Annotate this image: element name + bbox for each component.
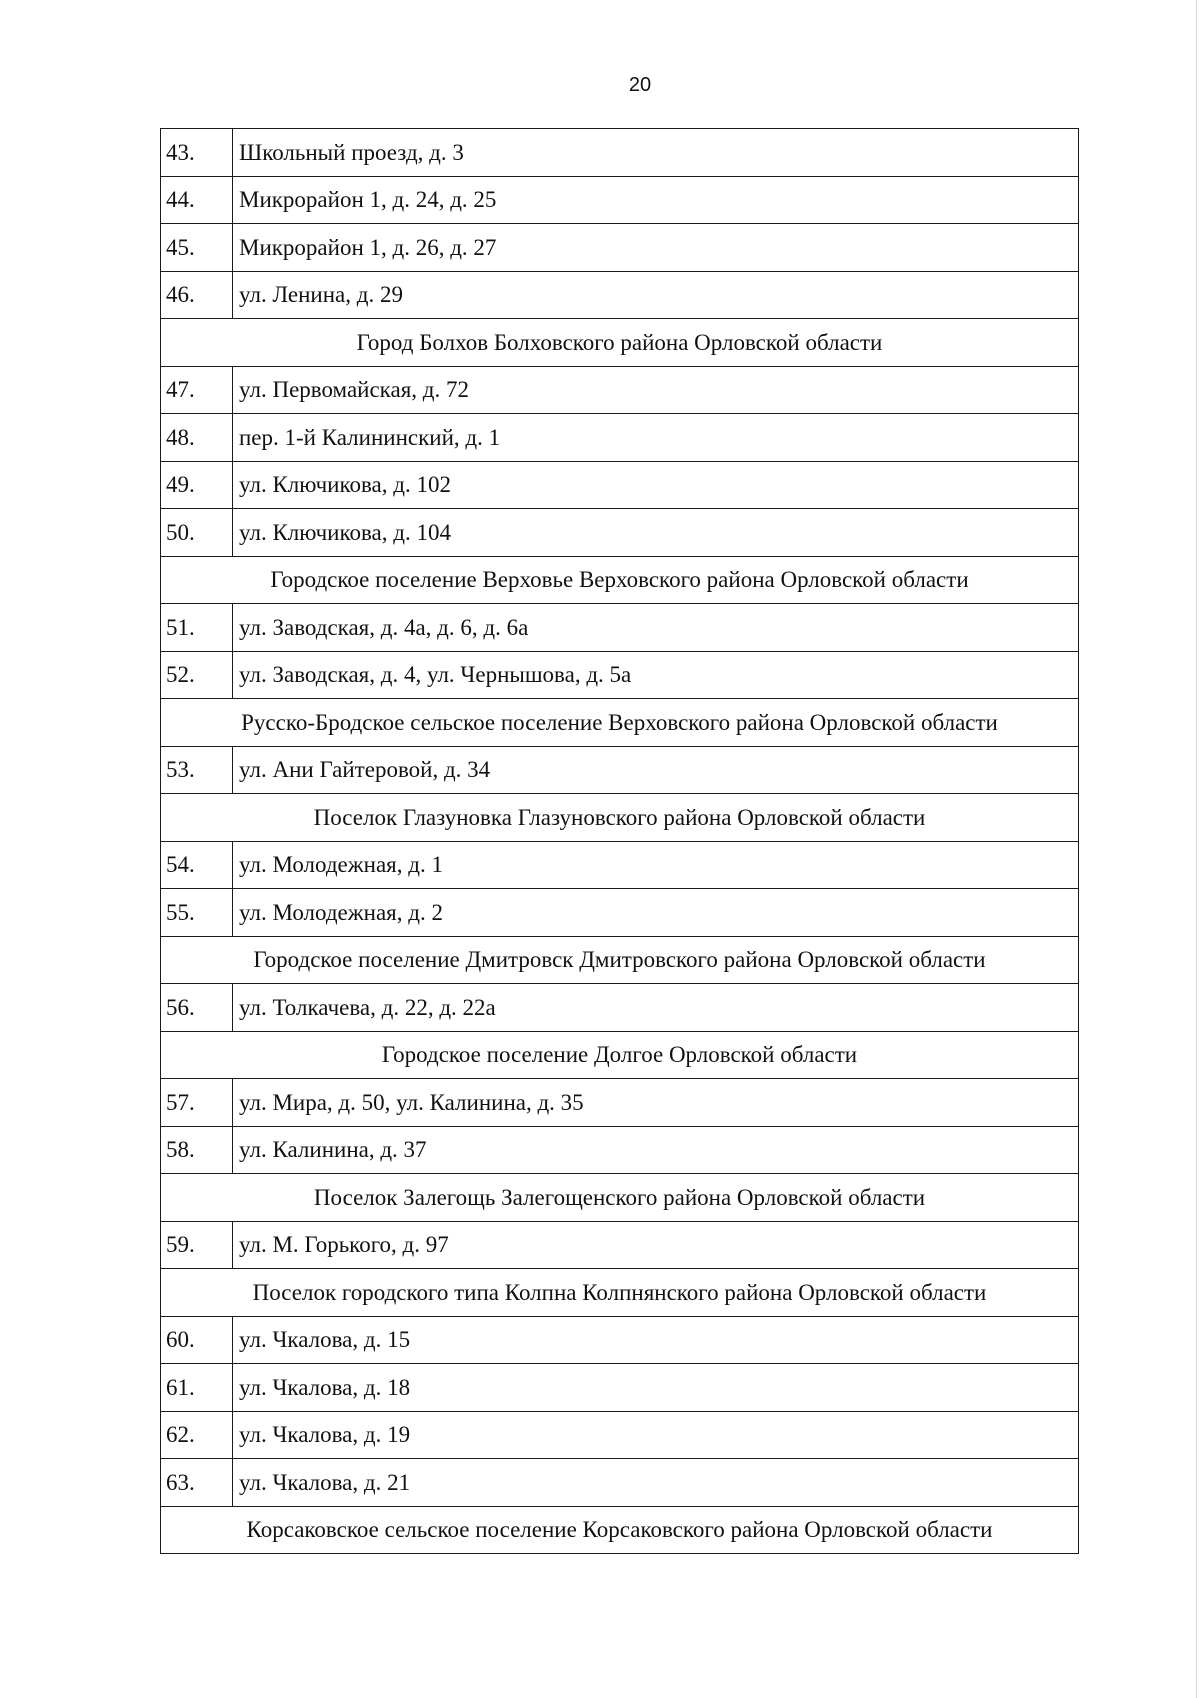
row-number: 62. bbox=[161, 1411, 233, 1459]
table-row bbox=[161, 176, 1079, 224]
row-number: 46. bbox=[161, 271, 233, 319]
table-row bbox=[161, 129, 1079, 177]
address-cell: ул. Калинина, д. 37 bbox=[233, 1126, 1079, 1174]
address-cell: ул. Заводская, д. 4а, д. 6, д. 6а bbox=[233, 604, 1079, 652]
address-cell: пер. 1-й Калининский, д. 1 bbox=[233, 414, 1079, 462]
section-header-row bbox=[161, 936, 1079, 984]
section-title: Городское поселение Долгое Орловской области bbox=[161, 1031, 1079, 1079]
row-number: 53. bbox=[161, 746, 233, 794]
table-row bbox=[161, 1079, 1079, 1127]
row-number: 60. bbox=[161, 1316, 233, 1364]
address-cell: ул. Чкалова, д. 21 bbox=[233, 1459, 1079, 1507]
table-row bbox=[161, 366, 1079, 414]
address-cell: ул. Молодежная, д. 2 bbox=[233, 889, 1079, 937]
table-row bbox=[161, 651, 1079, 699]
section-header-row bbox=[161, 1031, 1079, 1079]
table-row bbox=[161, 1316, 1079, 1364]
address-cell: ул. Ани Гайтеровой, д. 34 bbox=[233, 746, 1079, 794]
row-number: 59. bbox=[161, 1221, 233, 1269]
table-row bbox=[161, 604, 1079, 652]
table-row bbox=[161, 889, 1079, 937]
address-cell: ул. Чкалова, д. 18 bbox=[233, 1364, 1079, 1412]
section-title: Поселок Залегощь Залегощенского района Орловской области bbox=[161, 1174, 1079, 1222]
address-cell: ул. Ключикова, д. 102 bbox=[233, 461, 1079, 509]
row-number: 44. bbox=[161, 176, 233, 224]
section-title: Городское поселение Дмитровск Дмитровского района Орловской области bbox=[161, 936, 1079, 984]
section-title: Поселок Глазуновка Глазуновского района Орловской области bbox=[161, 794, 1079, 842]
address-cell: Микрорайон 1, д. 24, д. 25 bbox=[233, 176, 1079, 224]
row-number: 43. bbox=[161, 129, 233, 177]
table-row bbox=[161, 271, 1079, 319]
section-title: Город Болхов Болховского района Орловской области bbox=[161, 319, 1079, 367]
table-row bbox=[161, 841, 1079, 889]
section-title: Корсаковское сельское поселение Корсаковского района Орловской области bbox=[161, 1506, 1079, 1554]
table-row bbox=[161, 746, 1079, 794]
address-cell: ул. Первомайская, д. 72 bbox=[233, 366, 1079, 414]
address-cell: ул. М. Горького, д. 97 bbox=[233, 1221, 1079, 1269]
address-cell: ул. Заводская, д. 4, ул. Чернышова, д. 5а bbox=[233, 651, 1079, 699]
address-cell: ул. Ленина, д. 29 bbox=[233, 271, 1079, 319]
row-number: 55. bbox=[161, 889, 233, 937]
section-title: Русско-Бродское сельское поселение Верховского района Орловской области bbox=[161, 699, 1079, 747]
address-cell: ул. Молодежная, д. 1 bbox=[233, 841, 1079, 889]
table-row bbox=[161, 461, 1079, 509]
section-header-row bbox=[161, 319, 1079, 367]
table-row bbox=[161, 509, 1079, 557]
row-number: 58. bbox=[161, 1126, 233, 1174]
row-number: 54. bbox=[161, 841, 233, 889]
address-cell: ул. Мира, д. 50, ул. Калинина, д. 35 bbox=[233, 1079, 1079, 1127]
row-number: 49. bbox=[161, 461, 233, 509]
address-cell: ул. Толкачева, д. 22, д. 22а bbox=[233, 984, 1079, 1032]
section-header-row bbox=[161, 699, 1079, 747]
row-number: 52. bbox=[161, 651, 233, 699]
section-header-row bbox=[161, 1506, 1079, 1554]
address-cell: Микрорайон 1, д. 26, д. 27 bbox=[233, 224, 1079, 272]
scan-edge-line bbox=[1196, 0, 1197, 1698]
address-cell: Школьный проезд, д. 3 bbox=[233, 129, 1079, 177]
row-number: 51. bbox=[161, 604, 233, 652]
address-cell: ул. Чкалова, д. 15 bbox=[233, 1316, 1079, 1364]
table-row bbox=[161, 1126, 1079, 1174]
address-cell: ул. Чкалова, д. 19 bbox=[233, 1411, 1079, 1459]
row-number: 61. bbox=[161, 1364, 233, 1412]
row-number: 50. bbox=[161, 509, 233, 557]
row-number: 45. bbox=[161, 224, 233, 272]
row-number: 57. bbox=[161, 1079, 233, 1127]
row-number: 56. bbox=[161, 984, 233, 1032]
table-row bbox=[161, 414, 1079, 462]
section-title: Городское поселение Верховье Верховского района Орловской области bbox=[161, 556, 1079, 604]
section-title: Поселок городского типа Колпна Колпнянского района Орловской области bbox=[161, 1269, 1079, 1317]
page-number: 20 bbox=[628, 74, 652, 96]
address-table bbox=[160, 128, 1079, 1554]
section-header-row bbox=[161, 1269, 1079, 1317]
table-row bbox=[161, 224, 1079, 272]
section-header-row bbox=[161, 794, 1079, 842]
table-row bbox=[161, 1459, 1079, 1507]
table-row bbox=[161, 1411, 1079, 1459]
table-row bbox=[161, 1364, 1079, 1412]
table-row bbox=[161, 1221, 1079, 1269]
section-header-row bbox=[161, 1174, 1079, 1222]
section-header-row bbox=[161, 556, 1079, 604]
address-table-body bbox=[161, 129, 1079, 1554]
row-number: 48. bbox=[161, 414, 233, 462]
address-cell: ул. Ключикова, д. 104 bbox=[233, 509, 1079, 557]
table-row bbox=[161, 984, 1079, 1032]
row-number: 47. bbox=[161, 366, 233, 414]
row-number: 63. bbox=[161, 1459, 233, 1507]
